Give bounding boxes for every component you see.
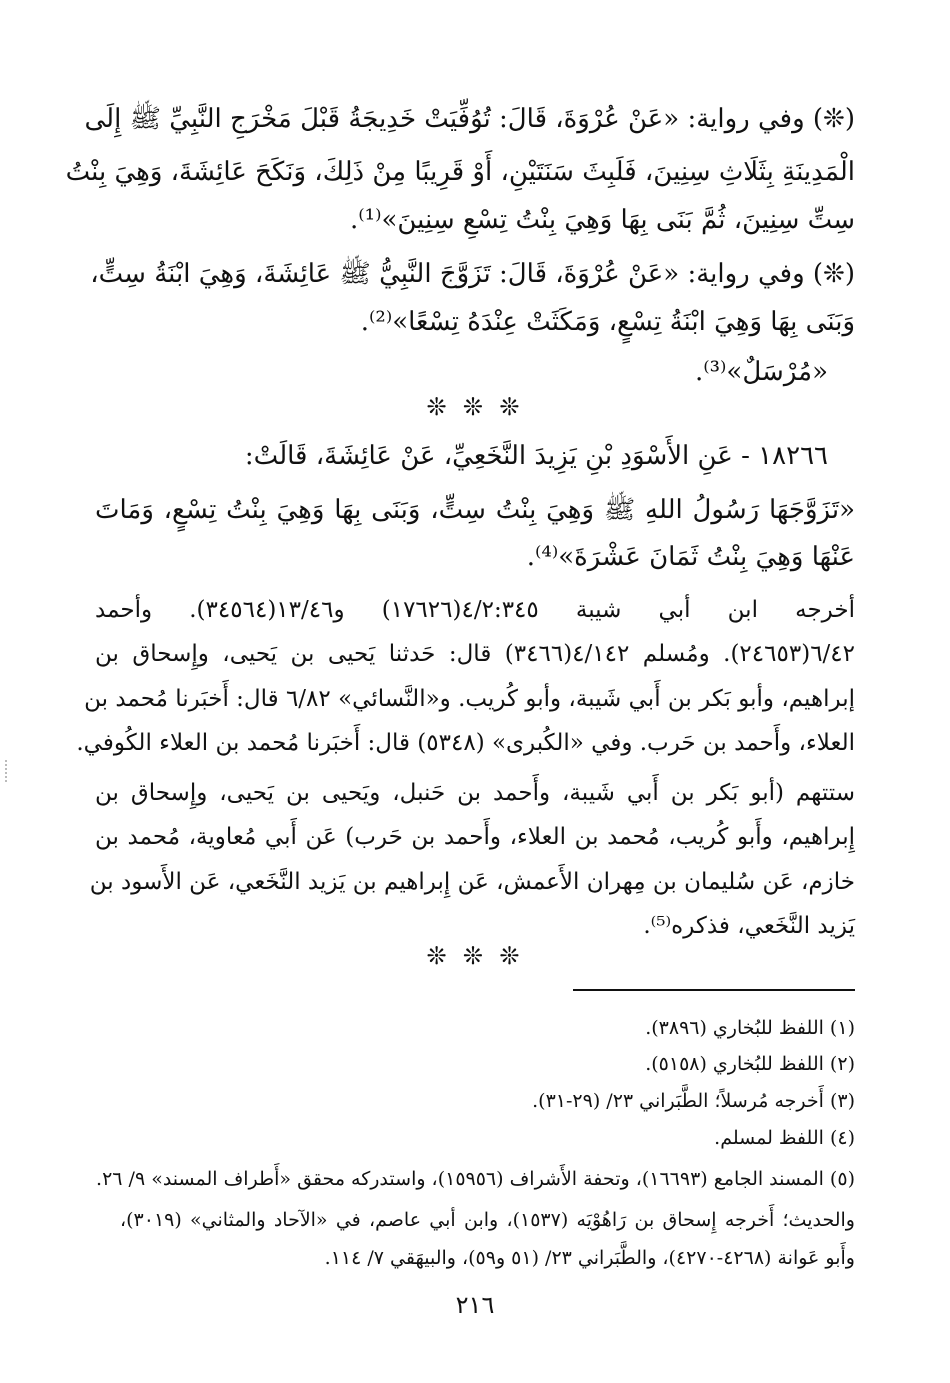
takhrij-1-line: ٦/٤٢(٢٤٦٥٣). ومُسلم ٤/١٤٢(٣٤٦٦) قال: حَدثنا يَحيى بن يَحيى، وإِسحاق بن	[95, 641, 855, 667]
takhrij-2-line: يَزيد النَّخَعي، فذكره⁽⁵⁾.	[643, 913, 855, 939]
takhrij-1-line: إبراهيم، وأبو بَكر بن أَبي شَيبة، وأبو كُريب. و«النَّسائي» ٦/٨٢ قال: أَخبَرنا مُحمد بن	[84, 686, 855, 712]
takhrij-2-line: إِبراهيم، وأَبو كُريب، مُحمد بن العلاء، وأَحمد بن حَرب) عَن أَبي مُعاوية، مُحمد بن	[95, 824, 855, 850]
hadith-text-line: «تَزَوَّجَهَا رَسُولُ اللهِ ﷺ وَهِيَ بِنْتُ سِتٍّ، وَبَنَى بِهَا وَهِيَ بِنْتُ تِسْعٍ، وَمَاتَ	[95, 495, 855, 525]
takhrij-1-line: العلاء، وأَحمد بن حَرب. وفي «الكُبرى» (٥٣٤٨) قال: أَخبَرنا مُحمد بن العلاء الكُوفي.	[76, 730, 855, 756]
narration-2-line: وَبَنَى بِهَا وَهِيَ ابْنَةُ تِسْعٍ، وَمَكَثَتْ عِنْدَهُ تِسْعًا»⁽²⁾.	[360, 307, 855, 337]
section-separator: ❊ ❊ ❊	[426, 393, 524, 421]
narration-1-line: الْمَدِينَةِ بِثَلَاثِ سِنِينَ، فَلَبِثَ سَنَتَيْنِ، أَوْ قَرِيبًا مِنْ ذَلِكَ، وَنَكَحَ عَائِشَةَ، وَهِيَ بِنْتُ	[65, 157, 855, 187]
footnote-continuation: وأَبو عَوانة (٤٢٦٨-٤٢٧٠)، والطَّبَراني ٢٣/ (٥١ و٥٩)، والبيهَقي ٧/ ١١٤.	[324, 1247, 855, 1269]
narration-1-line: سِتِّ سِنِينَ، ثُمَّ بَنَى بِهَا وَهِيَ بِنْتُ تِسْعِ سِنِينَ»⁽¹⁾.	[349, 205, 855, 235]
hadith-header: ١٨٢٦٦ - عَنِ الأَسْوَدِ بْنِ يَزِيدَ النَّخَعِيِّ، عَنْ عَائِشَةَ، قَالَتْ:	[244, 441, 828, 471]
footnote-continuation: والحديث؛ أَخرجه إِسحاق بن رَاهُوْيَه (١٥٣٧)، وابن أبي عاصم، في «الآحاد والمثاني» (٣٠١٩)،	[120, 1209, 855, 1231]
footnote-divider	[573, 989, 855, 991]
footnote: (٣) أَخرجه مُرسلاً؛ الطَّبَراني ٢٣/ (٢٩-٣١).	[532, 1090, 855, 1112]
takhrij-2-line: خازم، عَن سُليمان بن مِهران الأَعمش، عَن إِبراهيم بن يَزيد النَّخَعي، عَن الأَسود بن	[89, 869, 855, 895]
footnote: (٤) اللفظ لمسلم.	[714, 1127, 855, 1149]
takhrij-2-line: ستتهم (أبو بَكر بن أَبي شَيبة، وأَحمد بن حَنبل، ويَحيى بن يَحيى، وإِسحاق بن	[95, 780, 855, 806]
takhrij-1-line: أخرجه ابن أبي شيبة ٤/٢:٣٤٥(١٧٦٢٦) و١٣/٤٦(٣٤٥٦٤). وأحمد	[95, 597, 855, 623]
footnote: (٢) اللفظ للبُخاري (٥١٥٨).	[645, 1053, 855, 1075]
footnote: (٥) المسند الجامع (١٦٦٩٣)، وتحفة الأَشراف (١٥٩٥٦)، واستدركه محقق «أَطراف المسند» ٩/ ٢٦.	[96, 1168, 855, 1190]
section-separator: ❊ ❊ ❊	[426, 942, 524, 970]
scan-speck	[5, 760, 11, 782]
mursal-note: «مُرْسَلٌ»⁽³⁾.	[694, 357, 828, 387]
footnote: (١) اللفظ للبُخاري (٣٨٩٦).	[645, 1017, 855, 1039]
narration-1-line: (❊) وفي رواية: «عَنْ عُرْوَةَ، قَالَ: تُوُفِّيَتْ خَدِيجَةُ قَبْلَ مَخْرَجِ النَّبِيِّ ﷺ إِلَى	[84, 104, 855, 134]
page-number: ٢١٦	[455, 1291, 495, 1319]
narration-2-line: (❊) وفي رواية: «عَنْ عُرْوَةَ، قَالَ: تَزَوَّجَ النَّبِيُّ ﷺ عَائِشَةَ، وَهِيَ ابْنَةُ سِتٍّ،	[90, 259, 855, 289]
hadith-text-line: عَنْهَا وَهِيَ بِنْتُ ثَمَانَ عَشْرَةَ»⁽⁴⁾.	[526, 542, 855, 572]
